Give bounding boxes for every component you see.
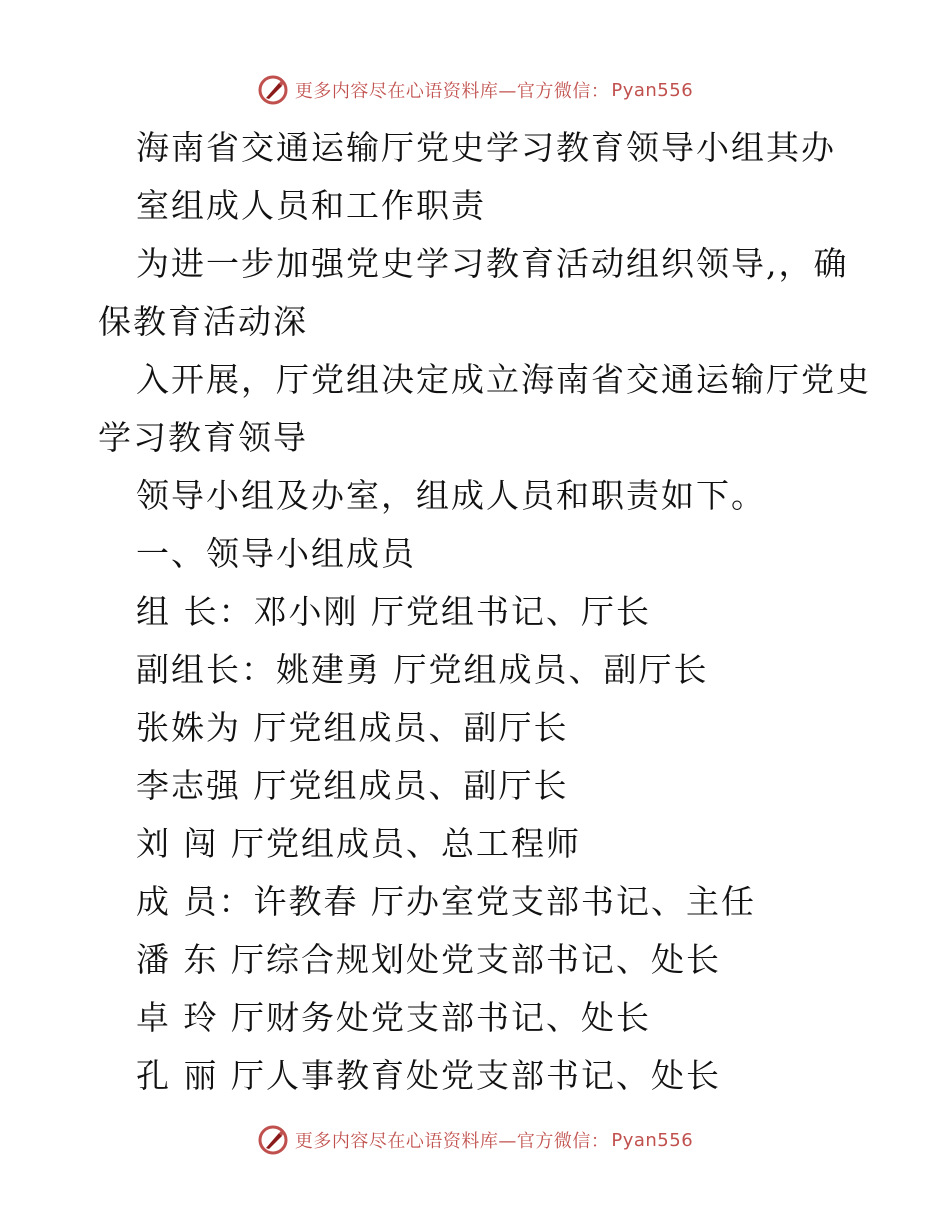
text-line: 刘 闯 厅党组成员、总工程师: [136, 824, 581, 863]
text-line: 李志强 厅党组成员、副厅长: [136, 766, 569, 805]
text-line: 保教育活动深: [98, 302, 308, 341]
text-line: 领导小组及办室，组成人员和职责如下。: [136, 476, 766, 515]
text-line: 入开展，厅党组决定成立海南省交通运输厅党史: [136, 360, 871, 399]
banner-text: 更多内容尽在心语资料库—官方微信：: [294, 1131, 610, 1152]
banner-wechat-id: Pyan556: [611, 79, 694, 101]
quill-logo-icon: [257, 74, 289, 106]
text-line: 组 长：邓小刚 厅党组书记、厅长: [136, 592, 651, 631]
text-line: 学习教育领导: [98, 418, 308, 457]
banner-wechat-id: Pyan556: [611, 1129, 694, 1151]
text-line: 副组长：姚建勇 厅党组成员、副厅长: [136, 650, 709, 689]
text-line: 为进一步加强党史学习教育活动组织领导,，确: [136, 244, 849, 283]
text-line: 一、领导小组成员: [136, 534, 416, 573]
header-banner: [0, 70, 950, 110]
text-line: 海南省交通运输厅党史学习教育领导小组其办: [136, 128, 836, 167]
footer-banner: [0, 1120, 950, 1160]
quill-logo-icon: [257, 1124, 289, 1156]
text-line: 成 员：许教春 厅办室党支部书记、主任: [136, 882, 756, 921]
text-line: 张姝为 厅党组成员、副厅长: [136, 708, 569, 747]
banner-text: 更多内容尽在心语资料库—官方微信：: [294, 81, 610, 102]
text-line: 室组成人员和工作职责: [136, 186, 486, 225]
text-line: 卓 玲 厅财务处党支部书记、处长: [136, 998, 651, 1037]
text-line: 潘 东 厅综合规划处党支部书记、处长: [136, 940, 721, 979]
text-line: 孔 丽 厅人事教育处党支部书记、处长: [136, 1056, 721, 1095]
